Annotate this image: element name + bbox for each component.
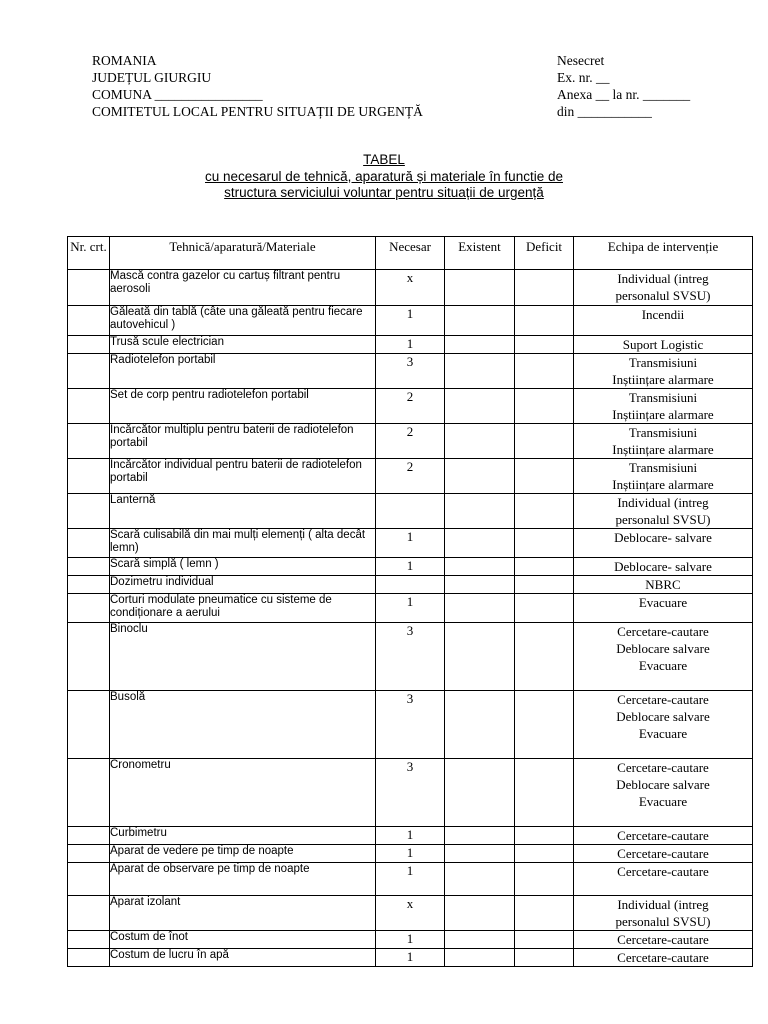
- existent-cell: [445, 459, 515, 494]
- item-name-cell: Scară simplă ( lemn ): [110, 558, 376, 576]
- header-right: [557, 52, 690, 120]
- item-name-cell: Găleată din tablă (câte una găleată pentru fiecare autovehicul ): [110, 306, 376, 336]
- row-number-cell: [68, 594, 110, 623]
- row-number-cell: [68, 354, 110, 389]
- echipa-line: Evacuare: [638, 794, 688, 809]
- row-number-cell: [68, 424, 110, 459]
- row-number-cell: [68, 759, 110, 827]
- deficit-cell: [515, 270, 574, 306]
- echipa-cell: [574, 827, 753, 845]
- item-name-cell: Aparat de observare pe timp de noapte: [110, 863, 376, 896]
- table-row: [68, 270, 753, 306]
- echipa-cell: [574, 949, 753, 967]
- echipa-cell: [574, 845, 753, 863]
- table-row: [68, 529, 753, 558]
- echipa-line: Transmisiuni: [628, 425, 698, 440]
- echipa-line: Transmisiuni: [628, 390, 698, 405]
- echipa-line: Deblocare salvare: [616, 641, 710, 656]
- copy-number: Ex. nr. __: [557, 70, 610, 85]
- row-number-cell: [68, 336, 110, 354]
- deficit-cell: [515, 306, 574, 336]
- classification: Nesecret: [557, 53, 605, 68]
- header-country: ROMANIA: [92, 53, 157, 68]
- necesar-cell: 1: [376, 306, 445, 336]
- existent-cell: [445, 896, 515, 931]
- existent-cell: [445, 576, 515, 594]
- item-name-cell: Mască contra gazelor cu cartuș filtrant pentru aerosoli: [110, 270, 376, 306]
- echipa-cell: [574, 691, 753, 759]
- echipa-line: NBRC: [645, 577, 681, 592]
- echipa-cell: [574, 759, 753, 827]
- existent-cell: [445, 691, 515, 759]
- item-name-cell: Curbimetru: [110, 827, 376, 845]
- header-left: [92, 52, 423, 120]
- deficit-cell: [515, 529, 574, 558]
- title-line-1: TABEL: [363, 152, 405, 167]
- echipa-cell: [574, 863, 753, 896]
- equipment-table: [67, 236, 753, 967]
- echipa-cell: [574, 623, 753, 691]
- deficit-cell: [515, 845, 574, 863]
- document-date: din ___________: [557, 104, 652, 119]
- echipa-cell: [574, 424, 753, 459]
- echipa-cell: [574, 931, 753, 949]
- echipa-line: Deblocare salvare: [616, 777, 710, 792]
- echipa-line: Inștiințare alarmare: [612, 477, 714, 492]
- row-number-cell: [68, 691, 110, 759]
- necesar-cell: [376, 494, 445, 529]
- item-name-cell: Binoclu: [110, 623, 376, 691]
- echipa-line: Evacuare: [638, 726, 688, 741]
- item-name-cell: Aparat de vedere pe timp de noapte: [110, 845, 376, 863]
- row-number-cell: [68, 494, 110, 529]
- item-name-cell: Cronometru: [110, 759, 376, 827]
- echipa-line: Inștiințare alarmare: [612, 442, 714, 457]
- echipa-line: personalul SVSU): [615, 914, 711, 929]
- table-row: [68, 558, 753, 576]
- document-title: [0, 152, 768, 202]
- echipa-cell: [574, 306, 753, 336]
- item-name-cell: Încărcător multiplu pentru baterii de radiotelefon portabil: [110, 424, 376, 459]
- table-header-row: [68, 237, 753, 270]
- existent-cell: [445, 827, 515, 845]
- deficit-cell: [515, 759, 574, 827]
- item-name-cell: Corturi modulate pneumatice cu sisteme de condiționare a aerului: [110, 594, 376, 623]
- row-number-cell: [68, 389, 110, 424]
- echipa-line: Inștiințare alarmare: [612, 407, 714, 422]
- header-committee: COMITETUL LOCAL PENTRU SITUAȚII DE URGENȚĂ: [92, 104, 423, 119]
- necesar-cell: 3: [376, 691, 445, 759]
- echipa-line: Cercetare-cautare: [617, 950, 709, 965]
- table-row: [68, 424, 753, 459]
- existent-cell: [445, 623, 515, 691]
- deficit-cell: [515, 576, 574, 594]
- echipa-cell: [574, 896, 753, 931]
- table-row: [68, 494, 753, 529]
- necesar-cell: 3: [376, 623, 445, 691]
- necesar-cell: 2: [376, 389, 445, 424]
- echipa-cell: [574, 558, 753, 576]
- row-number-cell: [68, 270, 110, 306]
- deficit-cell: [515, 931, 574, 949]
- row-number-cell: [68, 949, 110, 967]
- echipa-cell: [574, 389, 753, 424]
- echipa-cell: [574, 336, 753, 354]
- table-row: [68, 354, 753, 389]
- deficit-cell: [515, 354, 574, 389]
- table-row: [68, 306, 753, 336]
- deficit-cell: [515, 691, 574, 759]
- necesar-cell: 1: [376, 336, 445, 354]
- echipa-cell: [574, 529, 753, 558]
- table-row: [68, 863, 753, 896]
- existent-cell: [445, 594, 515, 623]
- echipa-line: Transmisiuni: [628, 355, 698, 370]
- existent-cell: [445, 270, 515, 306]
- deficit-cell: [515, 623, 574, 691]
- deficit-cell: [515, 896, 574, 931]
- echipa-line: Individual (intreg: [617, 271, 709, 286]
- title-line-3: structura serviciului voluntar pentru situații de urgență: [224, 185, 544, 200]
- echipa-line: Incendii: [641, 307, 685, 322]
- table-row: [68, 459, 753, 494]
- row-number-cell: [68, 558, 110, 576]
- table-row: [68, 827, 753, 845]
- table-body: [68, 270, 753, 967]
- echipa-cell: [574, 459, 753, 494]
- deficit-cell: [515, 949, 574, 967]
- echipa-cell: [574, 594, 753, 623]
- necesar-cell: 2: [376, 459, 445, 494]
- echipa-line: Inștiințare alarmare: [612, 372, 714, 387]
- necesar-cell: 1: [376, 529, 445, 558]
- existent-cell: [445, 845, 515, 863]
- row-number-cell: [68, 306, 110, 336]
- deficit-cell: [515, 459, 574, 494]
- echipa-line: personalul SVSU): [615, 288, 711, 303]
- table-row: [68, 389, 753, 424]
- table-row: [68, 594, 753, 623]
- necesar-cell: 3: [376, 354, 445, 389]
- echipa-cell: [574, 270, 753, 306]
- table-row: [68, 691, 753, 759]
- header-county: JUDEȚUL GIURGIU: [92, 70, 212, 85]
- echipa-line: personalul SVSU): [615, 512, 711, 527]
- necesar-cell: 1: [376, 845, 445, 863]
- existent-cell: [445, 354, 515, 389]
- necesar-cell: 2: [376, 424, 445, 459]
- item-name-cell: Scară culisabilă din mai mulți elemenți ( alta decât lemn): [110, 529, 376, 558]
- echipa-line: Suport Logistic: [622, 337, 704, 352]
- table-row: [68, 576, 753, 594]
- row-number-cell: [68, 896, 110, 931]
- necesar-cell: 1: [376, 594, 445, 623]
- row-number-cell: [68, 845, 110, 863]
- deficit-cell: [515, 336, 574, 354]
- echipa-line: Cercetare-cautare: [617, 864, 709, 879]
- necesar-cell: 1: [376, 827, 445, 845]
- echipa-line: Deblocare salvare: [616, 709, 710, 724]
- existent-cell: [445, 949, 515, 967]
- existent-cell: [445, 863, 515, 896]
- existent-cell: [445, 306, 515, 336]
- deficit-cell: [515, 494, 574, 529]
- col-header-echipa: Echipa de intervenție: [574, 237, 753, 270]
- col-header-deficit: Deficit: [515, 237, 574, 270]
- existent-cell: [445, 336, 515, 354]
- col-header-necesar: Necesar: [376, 237, 445, 270]
- echipa-line: Cercetare-cautare: [617, 692, 709, 707]
- deficit-cell: [515, 558, 574, 576]
- echipa-line: Evacuare: [638, 658, 688, 673]
- table-row: [68, 845, 753, 863]
- echipa-line: Cercetare-cautare: [617, 932, 709, 947]
- table-row: [68, 759, 753, 827]
- item-name-cell: Costum de înot: [110, 931, 376, 949]
- existent-cell: [445, 759, 515, 827]
- header-commune: COMUNA ________________: [92, 87, 263, 102]
- deficit-cell: [515, 863, 574, 896]
- echipa-line: Cercetare-cautare: [617, 846, 709, 861]
- row-number-cell: [68, 529, 110, 558]
- echipa-line: Cercetare-cautare: [617, 760, 709, 775]
- title-line-2: cu necesarul de tehnică, aparatură și materiale în functie de: [205, 168, 563, 184]
- necesar-cell: 1: [376, 863, 445, 896]
- echipa-line: Cercetare-cautare: [617, 828, 709, 843]
- row-number-cell: [68, 623, 110, 691]
- echipa-line: Transmisiuni: [628, 460, 698, 475]
- echipa-cell: [574, 494, 753, 529]
- echipa-line: Deblocare- salvare: [614, 559, 712, 574]
- echipa-line: Individual (intreg: [617, 495, 709, 510]
- item-name-cell: Costum de lucru în apă: [110, 949, 376, 967]
- annex-number: Anexa __ la nr. _______: [557, 87, 691, 102]
- table-row: [68, 896, 753, 931]
- deficit-cell: [515, 594, 574, 623]
- necesar-cell: x: [376, 896, 445, 931]
- item-name-cell: Lanternă: [110, 494, 376, 529]
- echipa-line: Cercetare-cautare: [617, 624, 709, 639]
- existent-cell: [445, 931, 515, 949]
- row-number-cell: [68, 931, 110, 949]
- table-row: [68, 949, 753, 967]
- item-name-cell: Set de corp pentru radiotelefon portabil: [110, 389, 376, 424]
- echipa-cell: [574, 576, 753, 594]
- existent-cell: [445, 529, 515, 558]
- item-name-cell: Încărcător individual pentru baterii de radiotelefon portabil: [110, 459, 376, 494]
- echipa-line: Individual (intreg: [617, 897, 709, 912]
- row-number-cell: [68, 863, 110, 896]
- item-name-cell: Radiotelefon portabil: [110, 354, 376, 389]
- deficit-cell: [515, 827, 574, 845]
- table-row: [68, 623, 753, 691]
- deficit-cell: [515, 424, 574, 459]
- item-name-cell: Dozimetru individual: [110, 576, 376, 594]
- necesar-cell: 1: [376, 949, 445, 967]
- echipa-line: Evacuare: [638, 595, 688, 610]
- necesar-cell: x: [376, 270, 445, 306]
- item-name-cell: Trusă scule electrician: [110, 336, 376, 354]
- item-name-cell: Aparat izolant: [110, 896, 376, 931]
- existent-cell: [445, 424, 515, 459]
- deficit-cell: [515, 389, 574, 424]
- necesar-cell: 1: [376, 931, 445, 949]
- row-number-cell: [68, 459, 110, 494]
- echipa-line: Deblocare- salvare: [614, 530, 712, 545]
- row-number-cell: [68, 827, 110, 845]
- table-row: [68, 931, 753, 949]
- col-header-tehnica: Tehnică/aparatură/Materiale: [110, 237, 376, 270]
- item-name-cell: Busolă: [110, 691, 376, 759]
- necesar-cell: [376, 576, 445, 594]
- necesar-cell: 3: [376, 759, 445, 827]
- col-header-nr: Nr. crt.: [68, 237, 110, 270]
- col-header-existent: Existent: [445, 237, 515, 270]
- necesar-cell: 1: [376, 558, 445, 576]
- existent-cell: [445, 389, 515, 424]
- echipa-cell: [574, 354, 753, 389]
- row-number-cell: [68, 576, 110, 594]
- existent-cell: [445, 558, 515, 576]
- table-row: [68, 336, 753, 354]
- existent-cell: [445, 494, 515, 529]
